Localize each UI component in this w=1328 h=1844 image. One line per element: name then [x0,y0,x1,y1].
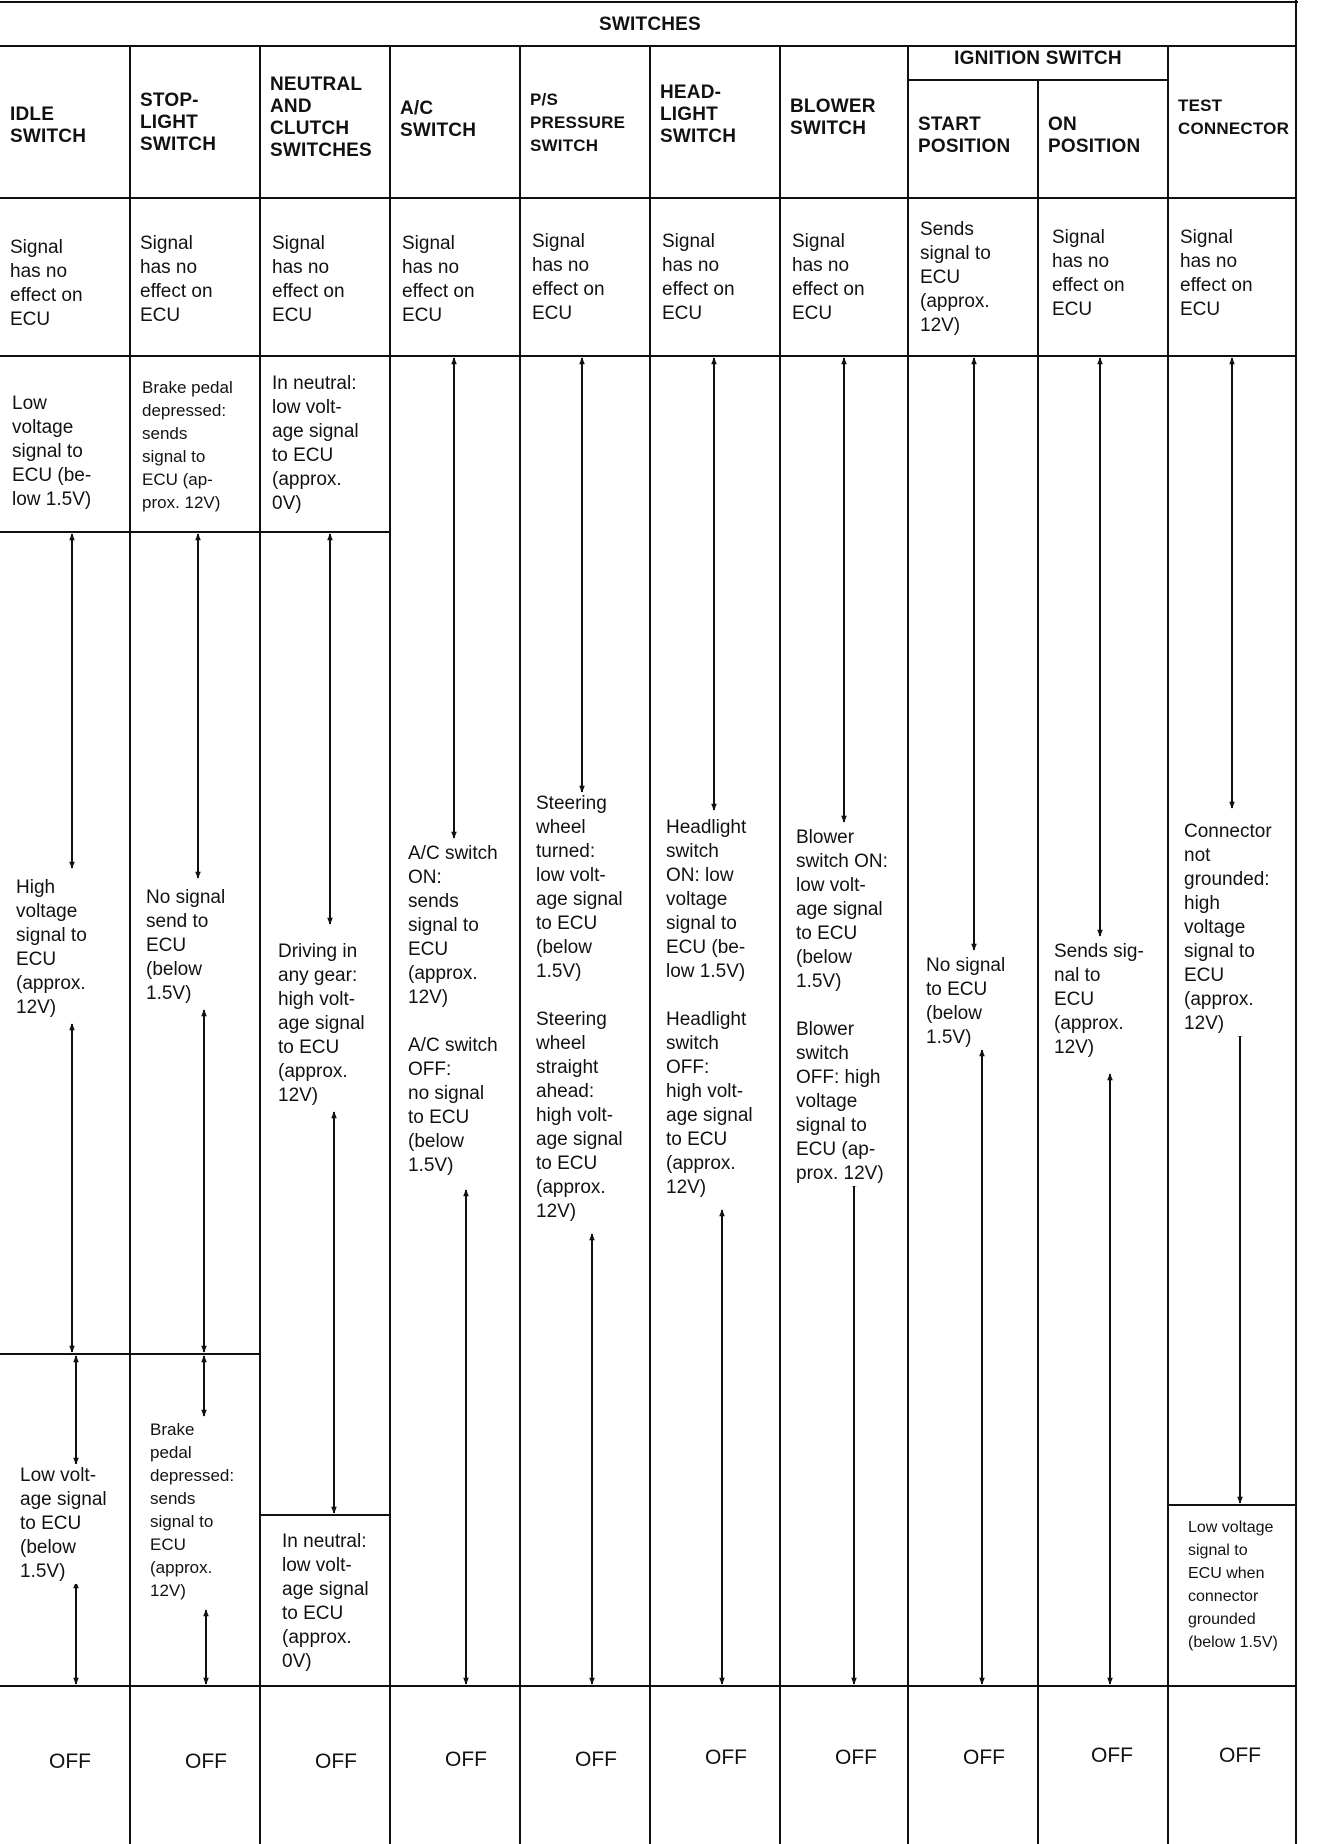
headlight-off: OFF [705,1746,747,1769]
header-headlight-switch: HEAD- LIGHT SWITCH [660,82,737,147]
test-off: OFF [1219,1744,1261,1767]
test-middle-text: Connector not grounded: high voltage signal to ECU (approx. 12V) [1184,821,1272,1034]
start-top-cell: Sends signal to ECU (approx. 12V) [920,219,991,336]
neutral-upper-cell: In neutral: low volt- age signal to ECU (approx. 0V) [272,373,359,514]
stop-lower-cell: Brake pedal depressed: sends signal to ECU (approx. 12V) [150,1420,235,1600]
start-off: OFF [963,1746,1005,1769]
ps-top-cell: Signal has no effect on ECU [532,231,605,324]
neutral-middle-text: Driving in any gear: high volt- age signal to ECU (approx. 12V) [278,941,365,1106]
stop-upper-cell: Brake pedal depressed: sends signal to ECU (ap- prox. 12V) [142,378,233,512]
on-middle-text: Sends sig- nal to ECU (approx. 12V) [1054,941,1144,1058]
table-title: SWITCHES [599,14,701,35]
ac-off: OFF [445,1748,487,1771]
on-top-cell: Signal has no effect on ECU [1052,227,1125,320]
header-blower-switch: BLOWER SWITCH [790,96,876,139]
ac-top-cell: Signal has no effect on ECU [402,233,475,326]
blower-top-cell: Signal has no effect on ECU [792,231,865,324]
headlight-middle-text: Headlight switch ON: low voltage signal to ECU (be- low 1.5V) Headlight switch OFF: high volt- age signal to ECU (approx. 12V) [666,817,753,1198]
idle-off: OFF [49,1750,91,1773]
blower-middle-text: Blower switch ON: low volt- age signal to ECU (below 1.5V) Blower switch OFF: high voltage signal to ECU (ap- prox. 12V) [796,827,888,1184]
test-top-cell: Signal has no effect on ECU [1180,227,1253,320]
ps-off: OFF [575,1748,617,1771]
stop-middle-text: No signal send to ECU (below 1.5V) [146,887,226,1004]
neutral-off: OFF [315,1750,357,1773]
on-off: OFF [1091,1744,1133,1767]
ac-middle-text: A/C switch ON: sends signal to ECU (approx. 12V) A/C switch OFF: no signal to ECU (below 1.5V) [408,843,498,1176]
header-start-position: START POSITION [918,114,1011,157]
blower-off: OFF [835,1746,877,1769]
stop-off: OFF [185,1750,227,1773]
header-on-position: ON POSITION [1048,114,1141,157]
idle-middle-text: High voltage signal to ECU (approx. 12V) [16,877,87,1018]
start-middle-text: No signal to ECU (below 1.5V) [926,955,1006,1048]
headlight-top-cell: Signal has no effect on ECU [662,231,735,324]
header-neutral-clutch-switches: NEUTRAL AND CLUTCH SWITCHES [270,74,372,161]
header-test-connector: TEST CONNECTOR [1178,96,1290,138]
header-stop-light-switch: STOP- LIGHT SWITCH [140,90,217,155]
ignition-switch-group-header: IGNITION SWITCH [954,48,1122,69]
neutral-lower-cell: In neutral: low volt- age signal to ECU (approx. 0V) [282,1531,369,1672]
header-ps-pressure-switch: P/S PRESSURE SWITCH [530,90,626,155]
header-ac-switch: A/C SWITCH [400,98,477,141]
neutral-top-cell: Signal has no effect on ECU [272,233,345,326]
test-lower-cell: Low voltage signal to ECU when connector grounded (below 1.5V) [1188,1519,1278,1651]
header-idle-switch: IDLE SWITCH [10,104,87,147]
idle-upper-cell: Low voltage signal to ECU (be- low 1.5V) [12,393,92,510]
idle-lower-cell: Low volt- age signal to ECU (below 1.5V) [20,1465,107,1582]
ps-middle-text: Steering wheel turned: low volt- age signal to ECU (below 1.5V) Steering wheel straight ahead: high volt- age signal to ECU (approx. 12V) [536,793,623,1222]
idle-top-cell: Signal has no effect on ECU [10,237,83,330]
stop-top-cell: Signal has no effect on ECU [140,233,213,326]
